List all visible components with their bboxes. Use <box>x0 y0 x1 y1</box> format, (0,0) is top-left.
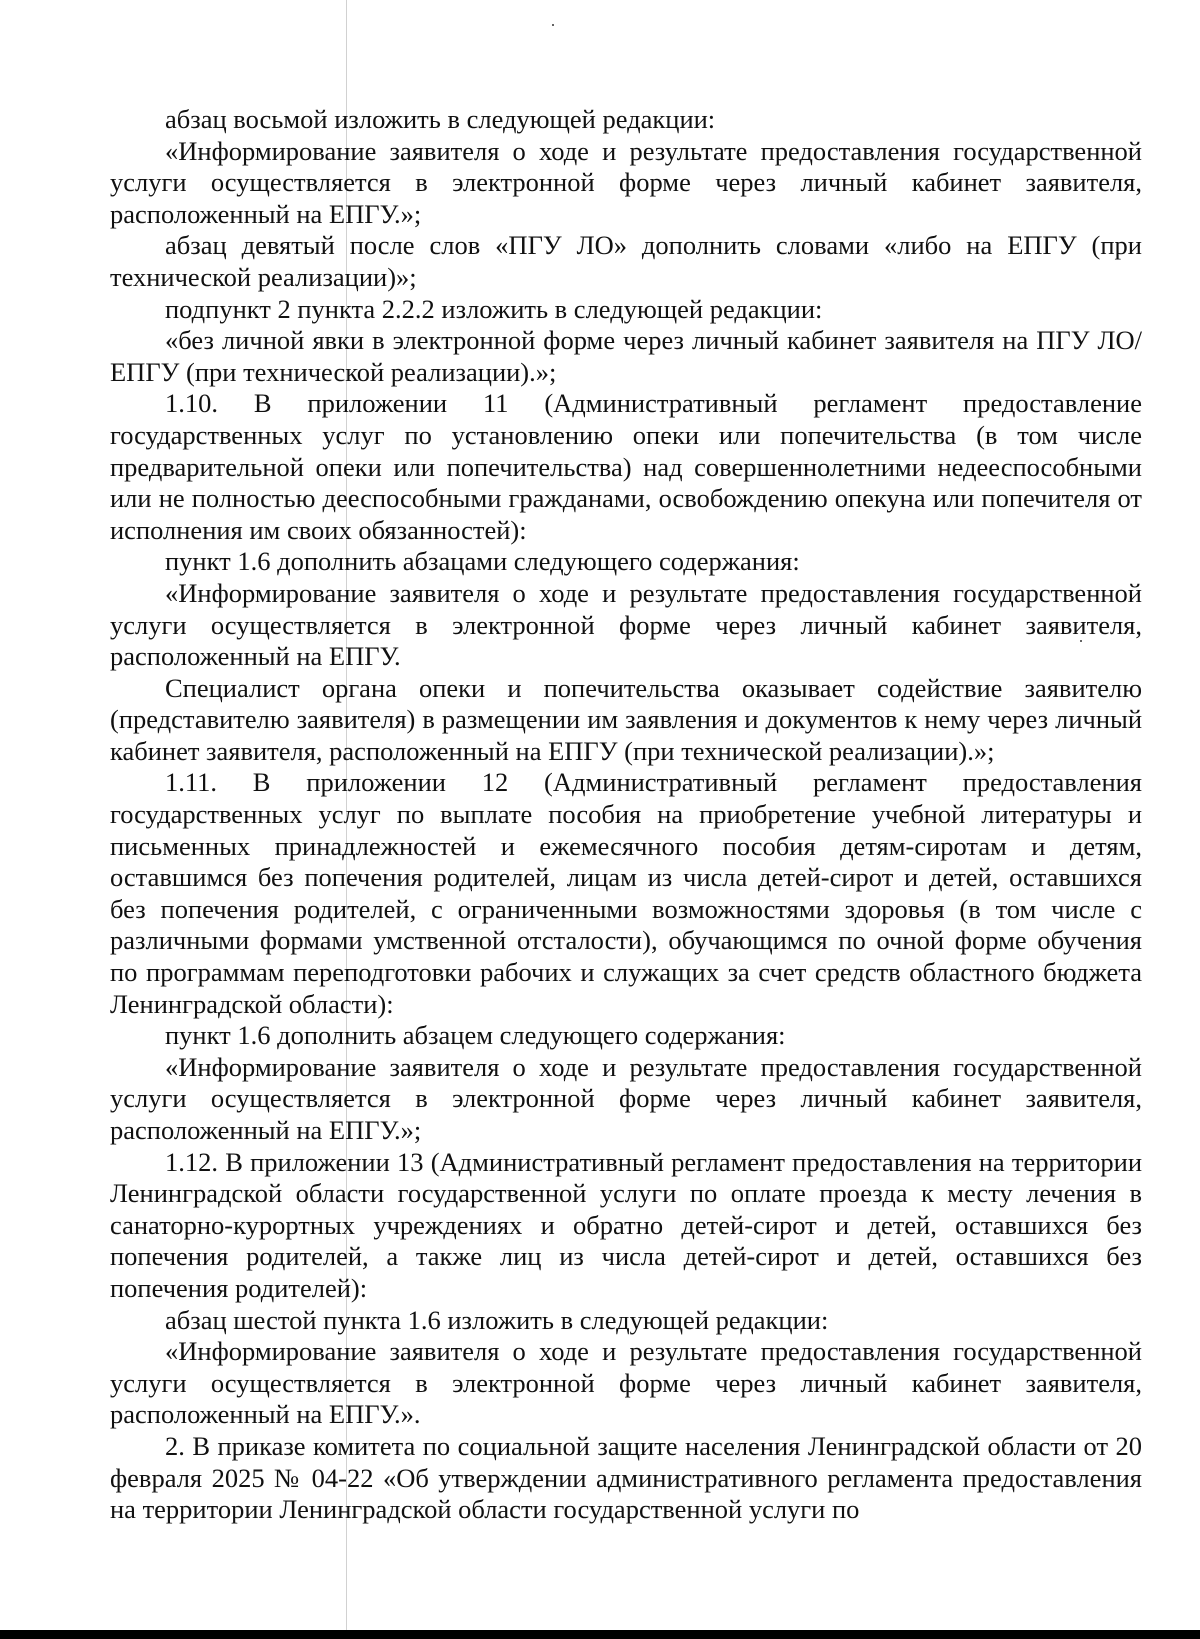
document-body <box>110 104 1142 1526</box>
paragraph: Специалист органа опеки и попечительства оказывает содействие заявителю (представителю заявителя) в размещении им заявления и документов к нему через личный кабинет заявителя, расположенный на ЕПГУ (при технической реализации).»; <box>110 672 1142 766</box>
paragraph: 1.12. В приложении 13 (Административный регламент предоставления на территории Ленинградской области государственной услуги по оплате проезда к месту лечения в санаторно-курортных учреждениях и обратно детей-сирот и детей, оставшихся без попечения родителей, а также лиц из числа детей-сирот и детей, оставшихся без попечения родителей): <box>110 1146 1142 1303</box>
scan-speck <box>552 24 554 26</box>
paragraph: 2. В приказе комитета по социальной защите населения Ленинградской области от 20 февраля 2025 № 04-22 «Об утверждении административного регламента предоставления на территории Ленинградской области государственной услуги по <box>110 1430 1142 1525</box>
paragraph: абзац восьмой изложить в следующей редакции: <box>165 104 716 134</box>
paragraph: абзац шестой пункта 1.6 изложить в следующей редакции: <box>165 1304 829 1335</box>
paragraph: «Информирование заявителя о ходе и результате предоставления государственной услуги осуществляется в электронной форме через личный кабинет заявителя, расположенный на ЕПГУ.». <box>110 1336 1142 1430</box>
paragraph: пункт 1.6 дополнить абзацем следующего содержания: <box>165 1020 786 1051</box>
paragraph: подпункт 2 пункта 2.2.2 изложить в следующей редакции: <box>165 293 823 324</box>
scan-bottom-border <box>0 1630 1200 1639</box>
paragraph: «Информирование заявителя о ходе и результате предоставления государственной услуги осуществляется в электронной форме через личный кабинет заявителя, расположенный на ЕПГУ.»; <box>110 135 1142 229</box>
paragraph: «без личной явки в электронной форме через личный кабинет заявителя на ПГУ ЛО/ЕПГУ (при технической реализации).»; <box>110 325 1142 387</box>
paragraph: 1.10. В приложении 11 (Административный регламент предоставление государственных услуг по установлению опеки или попечительства (в том числе предварительной опеки или попечительства) над совершеннолетними недееспособными или не полностью дееспособными гражданами, освобождению опекуна или попечителя от исполнения им своих обязанностей): <box>110 388 1142 545</box>
paragraph: «Информирование заявителя о ходе и результате предоставления государственной услуги осуществляется в электронной форме через личный кабинет заявителя, расположенный на ЕПГУ. <box>110 577 1142 672</box>
paragraph: 1.11. В приложении 12 (Административный регламент предоставления государственных услуг по выплате пособия на приобретение учебной литературы и письменных принадлежностей и ежемесячного пособия детям-сиротам и детям, оставшимся без попечения родителей, лицам из числа детей-сирот и детей, оставшихся без попечения родителей, с ограниченными возможностями здоровья (в том числе с различными формами умственной отсталости), обучающимся по очной форме обучения по программам переподготовки рабочих и служащих за счет средств областного бюджета Ленинградской области): <box>110 767 1142 1019</box>
paragraph: «Информирование заявителя о ходе и результате предоставления государственной услуги осуществляется в электронной форме через личный кабинет заявителя, расположенный на ЕПГУ.»; <box>110 1051 1142 1145</box>
paragraph: пункт 1.6 дополнить абзацами следующего содержания: <box>165 546 800 577</box>
paragraph: абзац девятый после слов «ПГУ ЛО» дополнить словами «либо на ЕПГУ (при технической реализации)»; <box>110 230 1142 292</box>
